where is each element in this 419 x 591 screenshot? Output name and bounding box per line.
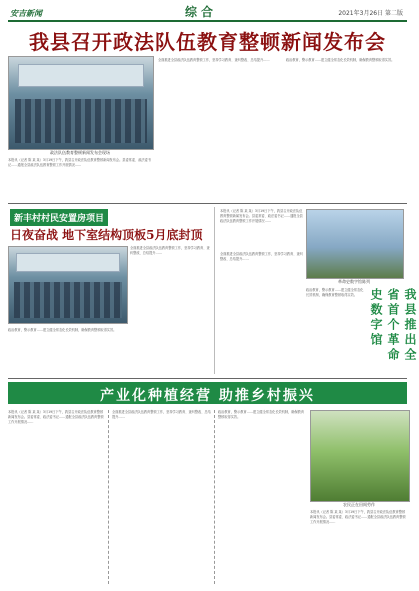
housing-project-tag: 新丰村村民安置房项目 <box>10 209 108 226</box>
article-1-column-3: 政治教育，警示教育……建立健全常态化长效机制，确保教育整顿取得实效。 <box>286 58 395 62</box>
photo-caption: 政法队伍教育整顿新闻发布会现场 <box>50 150 110 155</box>
museum-article-text-2: 全面推进全县政法队伍教育整顿工作，坚持学习教育、查纠整改、总结提升…… <box>220 252 303 261</box>
museum-article-text-1: 本报讯（记者 陈 某 某）3月19日下午，我县召开政法队伍教育整顿新闻发布会。县委常委、政法委书记……通报全县政法队伍教育整顿工作开展情况…… <box>220 209 303 223</box>
column-divider-dashed-2 <box>214 410 215 584</box>
section-title: 综合 <box>185 5 218 19</box>
conference-photo <box>8 56 154 150</box>
museum-photo <box>306 209 404 279</box>
museum-vertical-headline: 我县推出全省首个革命史数字馆 <box>369 288 417 363</box>
column-divider-dashed-1 <box>108 410 109 584</box>
article-1-column-2: 全面推进全县政法队伍教育整顿工作，坚持学习教育、查纠整改、总结提升…… <box>158 58 270 62</box>
housing-article-text-1: 全面推进全县政法队伍教育整顿工作，坚持学习教育、查纠整改、总结提升…… <box>130 246 210 255</box>
farming-photo-caption: 农民正在田间劳作 <box>343 502 375 507</box>
farming-photo <box>310 410 410 502</box>
farming-article-text-4: 本报讯（记者 陈 某 某）3月19日下午，我县召开政法队伍教育整顿新闻发布会。县委常委、政法委书记……通报全县政法队伍教育整顿工作开展情况…… <box>310 510 406 524</box>
article-1-column-1: 本报讯（记者 陈 某 某）3月19日下午，我县召开政法队伍教育整顿新闻发布会。县委常委、政法委书记……通报全县政法队伍教育整顿工作开展情况…… <box>8 158 151 167</box>
main-headline: 我县召开政法队伍教育整顿新闻发布会 <box>29 30 386 54</box>
bottom-headline: 产业化种植经营 助推乡村振兴 <box>100 388 315 404</box>
header-rule <box>8 20 407 22</box>
housing-headline: 日夜奋战 地下室结构顶板5月底封顶 <box>10 228 203 242</box>
column-divider <box>214 207 215 374</box>
farming-article-text-2: 全面推进全县政法队伍教育整顿工作，坚持学习教育、查纠整改、总结提升…… <box>112 410 211 419</box>
newspaper-name: 安吉新闻 <box>10 9 42 18</box>
farming-article-text-3: 政治教育，警示教育……建立健全常态化长效机制，确保教育整顿取得实效。 <box>218 410 305 419</box>
farming-article-text-1: 本报讯（记者 陈 某 某）3月19日下午，我县召开政法队伍教育整顿新闻发布会。县委常委、政法委书记……通报全县政法队伍教育整顿工作开展情况…… <box>8 410 104 424</box>
section-divider-2 <box>8 378 407 379</box>
housing-article-text-2: 政治教育，警示教育……建立健全常态化长效机制，确保教育整顿取得实效。 <box>8 328 117 332</box>
issue-date: 2021年3月26日 第二版 <box>338 10 403 17</box>
section-divider <box>8 203 407 204</box>
construction-photo <box>8 246 128 324</box>
museum-photo-caption: 革命史数字馆陈列 <box>338 279 370 284</box>
museum-article-text-3: 政治教育，警示教育……建立健全常态化长效机制，确保教育整顿取得实效。 <box>306 288 364 297</box>
